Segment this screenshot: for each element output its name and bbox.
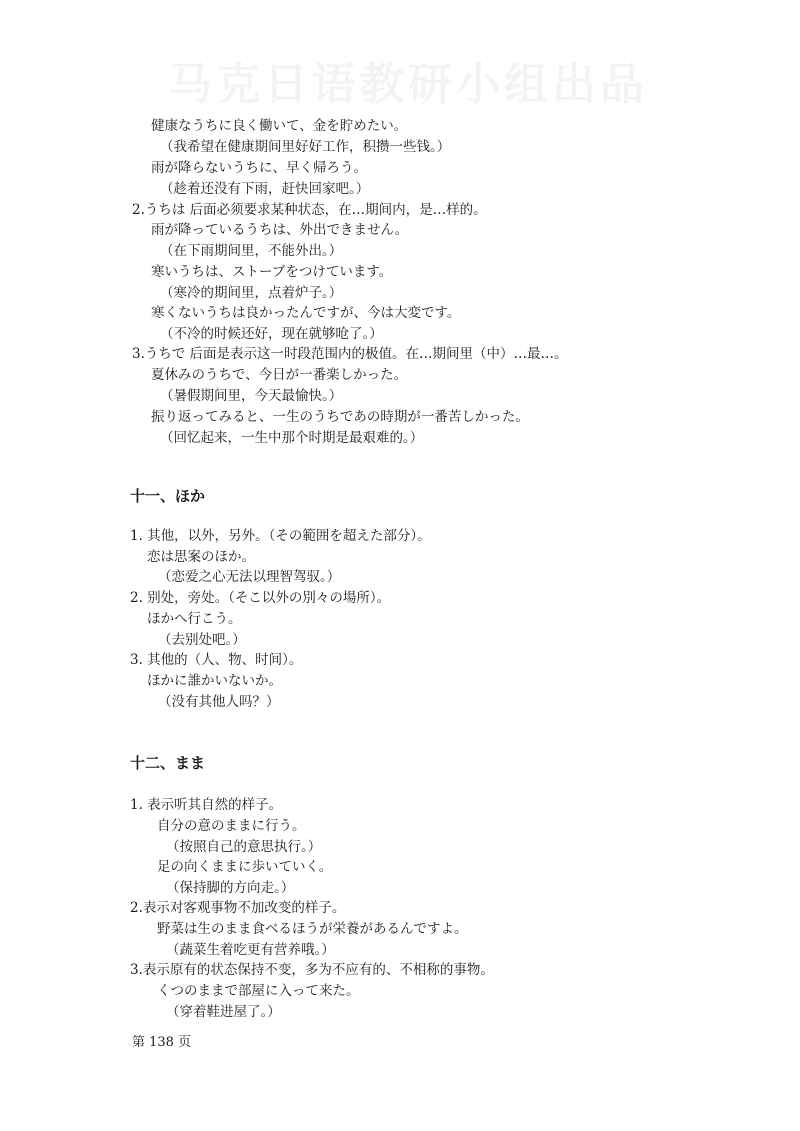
example-sentence: 健康なうちに良く働いて、金を貯めたい。 [151, 118, 408, 134]
example-sentence: ほかに誰かいないか。 [147, 673, 282, 689]
example-sentence: 雨が降っているうちは、外出できません。 [151, 222, 409, 238]
translation-line: （回忆起来，一生中那个时期是最艰难的。） [160, 430, 424, 446]
watermark: 马克日语教研小组出品 [168, 59, 648, 110]
translation-line: （穿着鞋进屋了。） [166, 1004, 281, 1020]
translation-line: （寒冷的期间里，点着炉子。） [160, 285, 343, 301]
translation-line: （恋爱之心无法以理智驾驭。） [158, 569, 341, 585]
translation-line: （我希望在健康期间里好好工作，积攒一些钱。） [160, 139, 451, 155]
example-sentence: 足の向くままに歩いていく。 [157, 859, 333, 875]
usage-point: 1. 其他，以外，另外。（その範囲を超えた部分）。 [130, 528, 431, 544]
example-sentence: 自分の意のままに行う。 [157, 818, 306, 834]
example-sentence: 雨が降らないうちに、早く帰ろう。 [151, 160, 367, 176]
example-sentence: 恋は思案のほか。 [147, 549, 255, 565]
translation-line: （不冷的时候还好，现在就够呛了。） [160, 326, 383, 342]
translation-line: （暑假期间里，今天最愉快。） [160, 388, 343, 404]
section-heading-mama: 十二、まま [130, 754, 206, 772]
page-number: 第 138 页 [132, 1035, 192, 1050]
usage-point: 3. 其他的（人、物、时间）。 [130, 652, 303, 668]
example-sentence: 夏休みのうちで、今日が一番楽しかった。 [151, 367, 408, 383]
example-sentence: ほかへ行こう。 [147, 611, 242, 627]
translation-line: （在下雨期间里，不能外出。） [160, 243, 343, 259]
translation-line: （趁着还没有下雨，赶快回家吧。） [160, 181, 370, 197]
usage-point: 2. 别处，旁处。（そこ以外の別々の場所）。 [130, 590, 391, 606]
translation-line: （蔬菜生着吃更有营养哦。） [166, 942, 335, 958]
example-sentence: 寒くないうちは良かったんですが、今は大変です。 [151, 305, 461, 321]
translation-line: （没有其他人吗？） [158, 694, 280, 710]
translation-line: （保持脚的方向走。） [166, 880, 295, 896]
usage-point: 2.表示对客观事物不加改变的样子。 [130, 900, 346, 916]
section-heading-hoka: 十一、ほか [130, 487, 206, 505]
usage-point: 1. 表示听其自然的样子。 [130, 797, 283, 813]
translation-line: （去别处吧。） [158, 632, 246, 648]
example-sentence: 振り返ってみると、一生のうちであの時期が一番苦しかった。 [151, 409, 529, 425]
example-sentence: くつのままで部屋に入って来た。 [157, 983, 360, 999]
usage-point: 3.表示原有的状态保持不变，多为不应有的、不相称的事物。 [130, 962, 494, 978]
usage-point: 3.うちで 后面是表示这一时段范围内的极值。在…期间里（中）…最…。 [132, 346, 568, 362]
translation-line: （按照自己的意思执行。） [166, 839, 322, 855]
usage-point: 2.うちは 后面必须要求某种状态，在…期间内，是…样的。 [132, 202, 487, 218]
example-sentence: 寒いうちは、ストーブをつけています。 [151, 264, 393, 280]
example-sentence: 野菜は生のまま食べるほうが栄養があるんですよ。 [157, 921, 468, 937]
